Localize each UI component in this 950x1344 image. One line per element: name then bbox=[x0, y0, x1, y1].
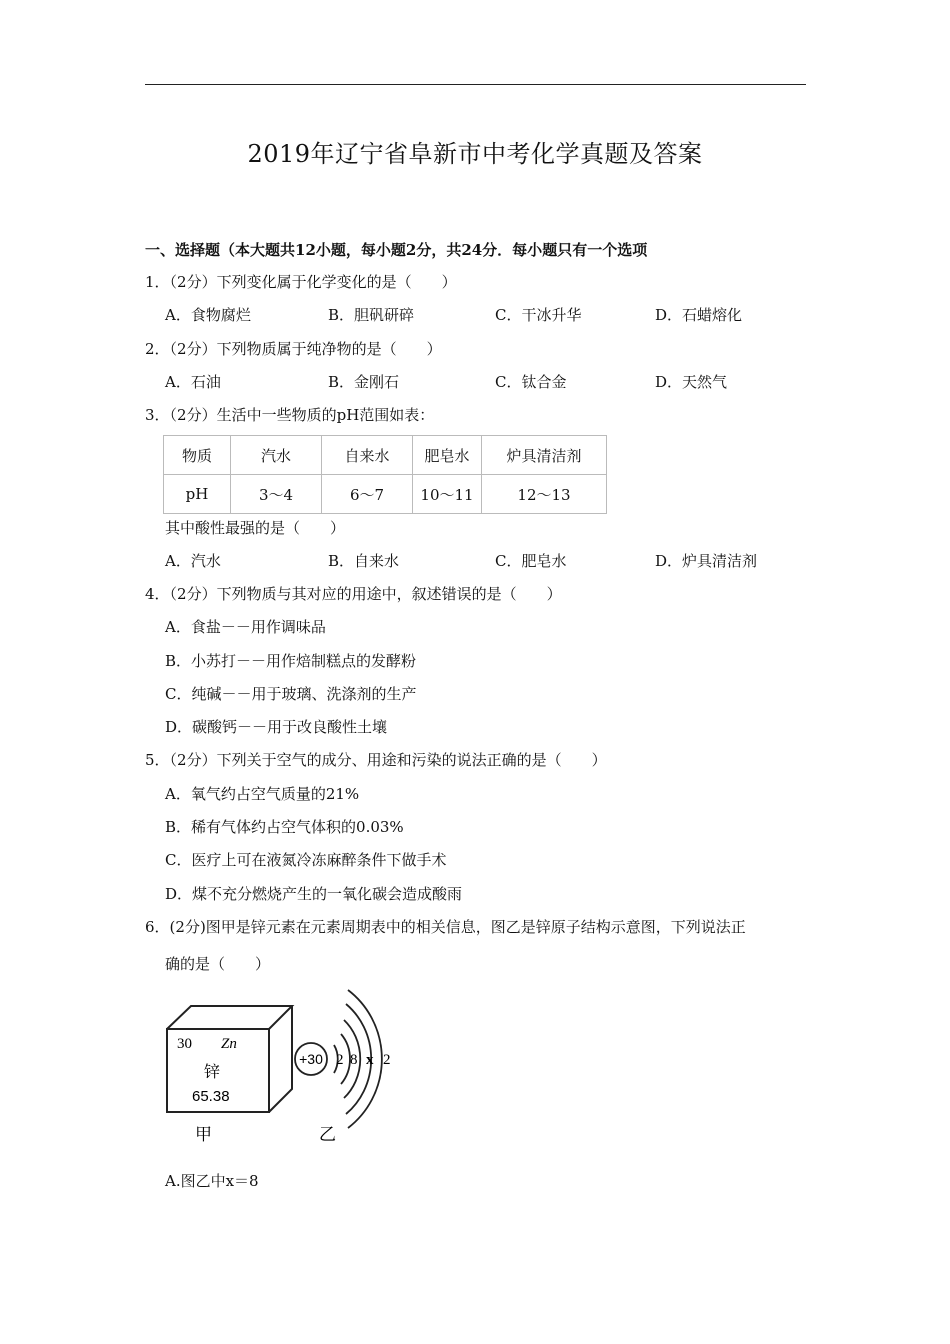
element-symbol: Zn bbox=[221, 1036, 237, 1052]
shell-electrons-4: 2 bbox=[383, 1052, 391, 1068]
question-1-option-a: A．食物腐烂 bbox=[165, 306, 251, 324]
question-4-option-c: C．纯碱－－用于玻璃、洗涤剂的生产 bbox=[165, 685, 417, 703]
question-2-option-a: A．石油 bbox=[165, 373, 221, 391]
question-6-stem: 6．(2分)图甲是锌元素在元素周期表中的相关信息，图乙是锌原子结构示意图，下列说法正 bbox=[145, 918, 746, 936]
question-6-option-a: A.图乙中x＝8 bbox=[165, 1172, 259, 1190]
table-cell: pH bbox=[164, 475, 231, 514]
question-1-option-d: D．石蜡熔化 bbox=[655, 306, 743, 324]
table-cell: 炉具清洁剂 bbox=[482, 436, 607, 475]
question-3-option-c: C．肥皂水 bbox=[495, 552, 567, 570]
cube-top-face bbox=[167, 1006, 292, 1029]
question-1-stem: 1．（2分）下列变化属于化学变化的是（ ） bbox=[145, 273, 457, 291]
question-3-option-d: D．炉具清洁剂 bbox=[655, 552, 758, 570]
table-cell: 10～11 bbox=[413, 475, 482, 514]
question-3-option-b: B．自来水 bbox=[328, 552, 400, 570]
figure-caption-jia: 甲 bbox=[195, 1125, 212, 1145]
question-5-stem: 5．（2分）下列关于空气的成分、用途和污染的说法正确的是（ ） bbox=[145, 751, 607, 769]
question-1-option-c: C．干冰升华 bbox=[495, 306, 582, 324]
shell-electrons-1: 2 bbox=[336, 1052, 344, 1068]
element-name: 锌 bbox=[204, 1062, 221, 1081]
question-2-stem: 2．（2分）下列物质属于纯净物的是（ ） bbox=[145, 340, 442, 358]
question-4-option-a: A．食盐－－用作调味品 bbox=[165, 618, 326, 636]
question-4-option-b: B．小苏打－－用作焙制糕点的发酵粉 bbox=[165, 652, 417, 670]
element-atomic-number: 30 bbox=[177, 1036, 192, 1052]
table-cell: 自来水 bbox=[322, 436, 413, 475]
table-cell: 3～4 bbox=[231, 475, 322, 514]
question-2-option-d: D．天然气 bbox=[655, 373, 728, 391]
question-1-option-b: B．胆矾研碎 bbox=[328, 306, 415, 324]
question-4-stem: 4．（2分）下列物质与其对应的用途中，叙述错误的是（ ） bbox=[145, 585, 562, 603]
question-5-option-d: D．煤不充分燃烧产生的一氧化碳会造成酸雨 bbox=[165, 885, 463, 903]
question-6-stem-continued: 确的是（ ） bbox=[165, 955, 271, 973]
table-cell: 12～13 bbox=[482, 475, 607, 514]
question-5-option-c: C．医疗上可在液氮冷冻麻醉条件下做手术 bbox=[165, 851, 447, 869]
table-cell: 6～7 bbox=[322, 475, 413, 514]
nucleus-charge: +30 bbox=[299, 1051, 323, 1067]
question-3-stem: 3．（2分）生活中一些物质的pH范围如表： bbox=[145, 406, 435, 424]
table-cell: 汽水 bbox=[231, 436, 322, 475]
question-5-option-b: B．稀有气体约占空气体积的0.03% bbox=[165, 818, 404, 836]
element-atomic-mass: 65.38 bbox=[192, 1088, 230, 1105]
question-3-follow: 其中酸性最强的是（ ） bbox=[165, 519, 346, 537]
table-cell: 物质 bbox=[164, 436, 231, 475]
question-3-option-a: A．汽水 bbox=[165, 552, 221, 570]
shell-electrons-3: x bbox=[366, 1052, 374, 1068]
page-title: 2019年辽宁省阜新市中考化学真题及答案 bbox=[247, 140, 703, 168]
section-heading: 一、选择题（本大题共12小题，每小题2分，共24分．每小题只有一个选项 bbox=[145, 241, 648, 259]
question-2-option-c: C．钛合金 bbox=[495, 373, 567, 391]
figure-caption-yi: 乙 bbox=[319, 1125, 336, 1145]
shell-electrons-2: 8 bbox=[350, 1052, 358, 1068]
question-5-option-a: A．氧气约占空气质量的21% bbox=[165, 785, 360, 803]
table-cell: 肥皂水 bbox=[413, 436, 482, 475]
question-4-option-d: D．碳酸钙－－用于改良酸性土壤 bbox=[165, 718, 388, 736]
question-2-option-b: B．金刚石 bbox=[328, 373, 400, 391]
cube-side-face bbox=[269, 1006, 292, 1112]
